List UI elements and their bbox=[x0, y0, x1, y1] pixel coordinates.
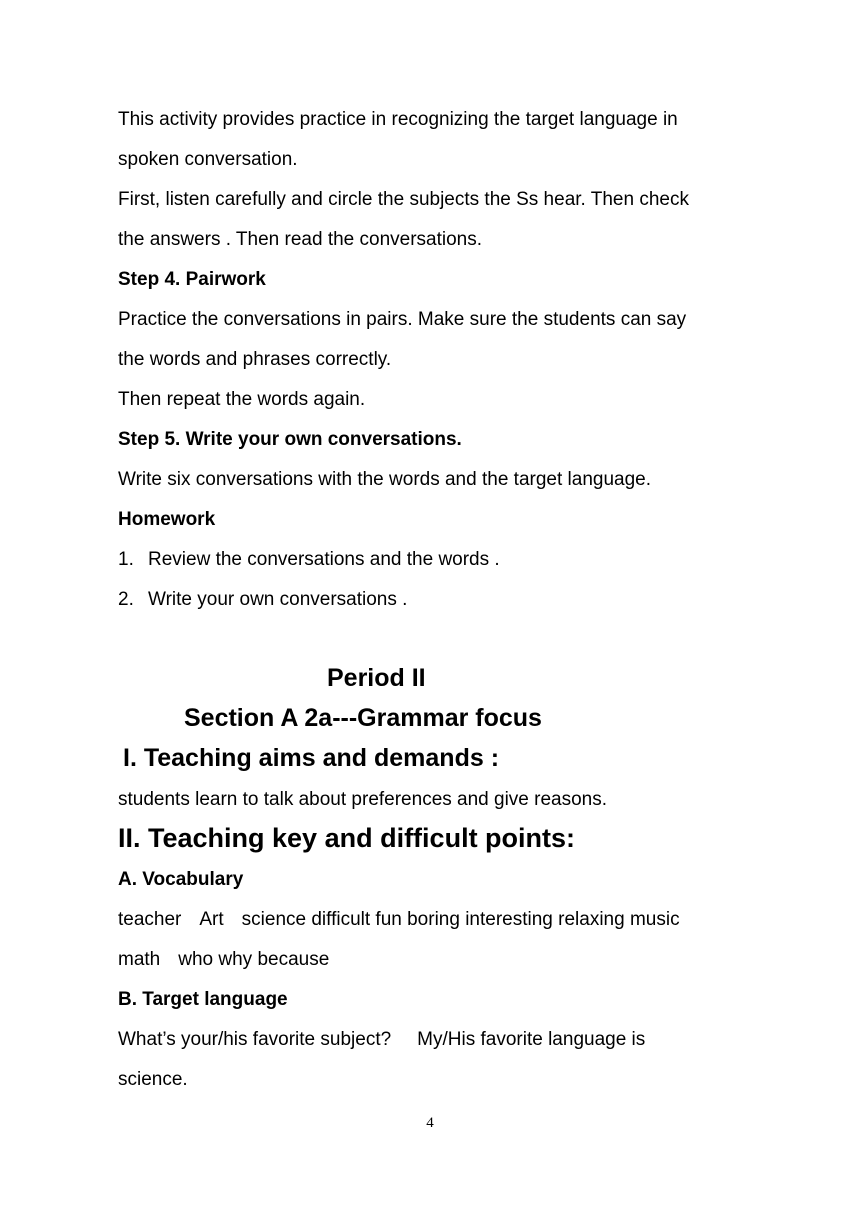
vocab-words: who why because bbox=[178, 949, 330, 970]
paragraph-line: Write six conversations with the words and the target language. bbox=[118, 469, 651, 490]
vocab-word: teacher bbox=[118, 909, 182, 930]
paragraph-line: Practice the conversations in pairs. Make sure the students can say bbox=[118, 309, 687, 330]
section-title: Section A 2a---Grammar focus bbox=[184, 704, 542, 732]
list-number: 2. bbox=[118, 589, 134, 610]
page-number: 4 bbox=[426, 1115, 434, 1131]
vocab-word: math bbox=[118, 949, 161, 970]
period-title: Period II bbox=[327, 664, 426, 692]
homework-heading: Homework bbox=[118, 509, 216, 530]
paragraph-line: First, listen carefully and circle the subjects the Ss hear. Then check bbox=[118, 189, 689, 210]
list-item bbox=[118, 548, 500, 572]
target-answer: My/His favorite language is bbox=[417, 1029, 646, 1050]
vocab-word: Art bbox=[199, 909, 224, 930]
aims-heading: I. Teaching aims and demands : bbox=[123, 744, 500, 772]
target-language-line bbox=[118, 1028, 645, 1052]
paragraph-line: Then repeat the words again. bbox=[118, 389, 366, 410]
list-text: Write your own conversations . bbox=[148, 589, 408, 610]
step5-heading: Step 5. Write your own conversations. bbox=[118, 429, 462, 450]
list-number: 1. bbox=[118, 549, 134, 570]
list-text: Review the conversations and the words . bbox=[148, 549, 500, 570]
aims-text: students learn to talk about preferences and give reasons. bbox=[118, 789, 608, 810]
paragraph-line: the words and phrases correctly. bbox=[118, 349, 392, 370]
paragraph-line: spoken conversation. bbox=[118, 149, 298, 170]
list-item bbox=[118, 588, 407, 612]
paragraph-line: This activity provides practice in recognizing the target language in bbox=[118, 109, 678, 130]
vocabulary-line bbox=[118, 908, 680, 932]
key-points-heading: II. Teaching key and difficult points: bbox=[118, 823, 576, 853]
target-language-line: science. bbox=[118, 1069, 188, 1090]
vocabulary-heading: A. Vocabulary bbox=[118, 869, 244, 890]
paragraph-line: the answers . Then read the conversations. bbox=[118, 229, 483, 250]
vocab-words: science difficult fun boring interesting relaxing music bbox=[241, 909, 680, 930]
target-question: What’s your/his favorite subject? bbox=[118, 1029, 392, 1050]
vocabulary-line bbox=[118, 948, 329, 972]
step4-heading: Step 4. Pairwork bbox=[118, 269, 266, 290]
target-language-heading: B. Target language bbox=[118, 989, 288, 1010]
